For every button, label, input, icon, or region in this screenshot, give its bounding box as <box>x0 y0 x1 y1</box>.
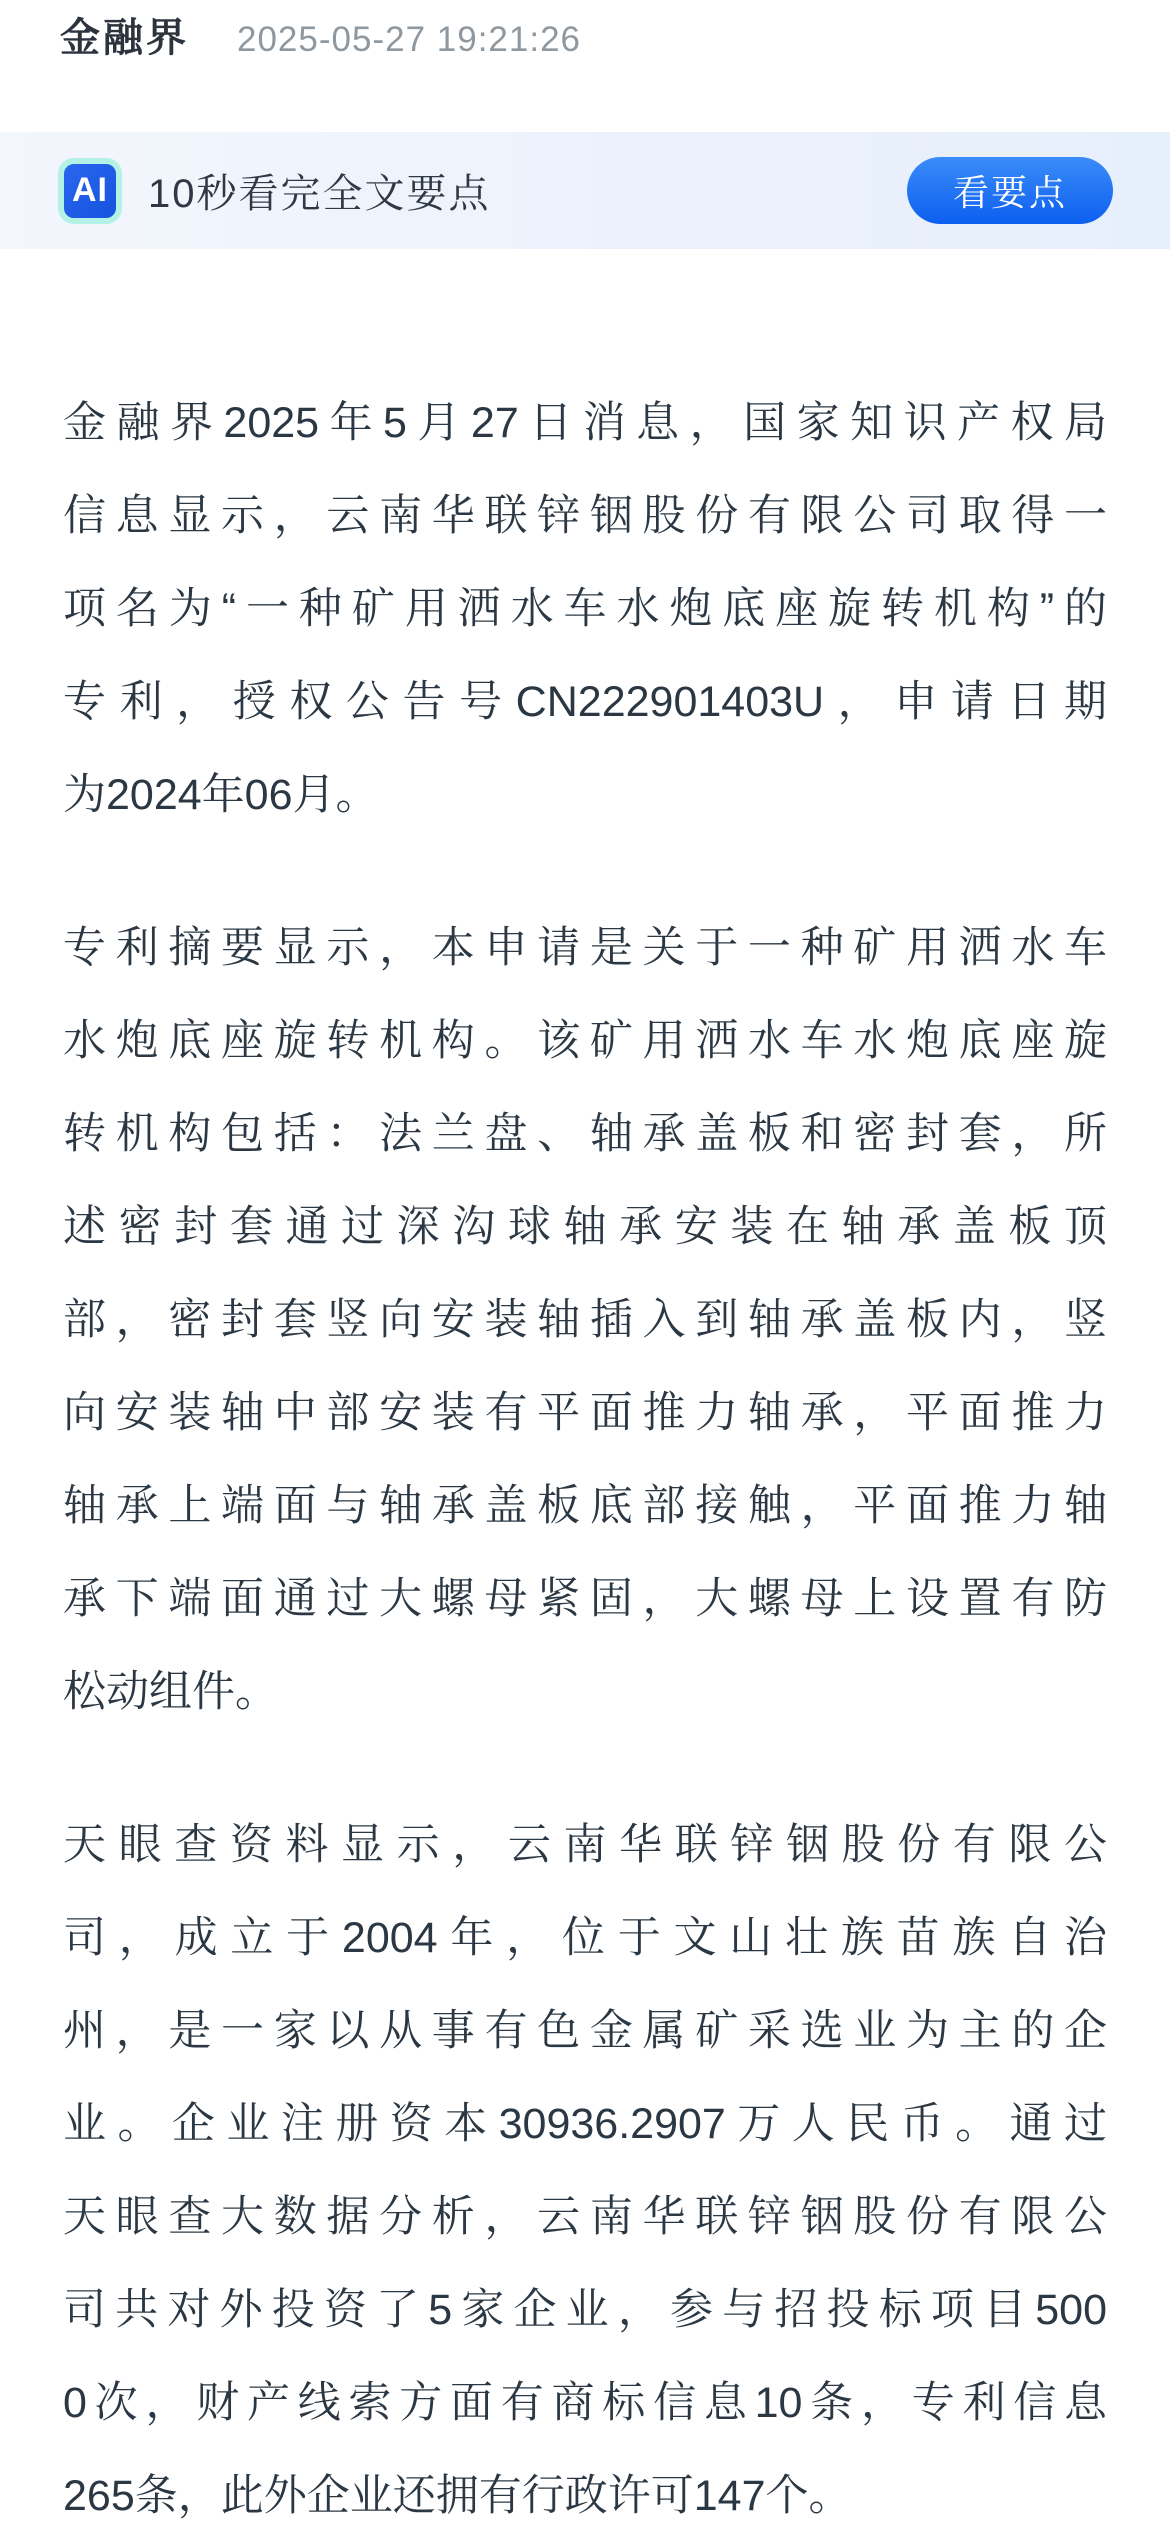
paragraph-line: 述密封套通过深沟球轴承安装在轴承盖板顶 <box>63 1203 1107 1251</box>
ai-summary-banner <box>0 132 1170 249</box>
view-key-points-button[interactable]: 看要点 <box>907 157 1113 224</box>
paragraph-line: 专利摘要显示，本申请是关于一种矿用洒水车 <box>63 924 1107 972</box>
paragraph-line: 司，成立于2004年，位于文山壮族苗族自治 <box>63 1914 1107 1962</box>
publisher-name[interactable]: 金融界 <box>60 16 189 60</box>
paragraph-line: 金融界2025年5月27日消息，国家知识产权局 <box>63 399 1107 447</box>
paragraph-line: 265条，此外企业还拥有行政许可147个。 <box>63 2472 852 2520</box>
article-body <box>63 377 1107 2543</box>
paragraph-line: 州，是一家以从事有色金属矿采选业为主的企 <box>63 2007 1107 2055</box>
paragraph-line: 水炮底座旋转机构。该矿用洒水车水炮底座旋 <box>63 1017 1107 1065</box>
ai-banner-label: 10秒看完全文要点 <box>148 172 491 216</box>
publish-timestamp: 2025-05-27 19:21:26 <box>237 20 581 59</box>
paragraph-line: 司共对外投资了5家企业，参与招投标项目500 <box>63 2286 1107 2334</box>
paragraph-line: 轴承上端面与轴承盖板底部接触，平面推力轴 <box>63 1482 1107 1530</box>
paragraph-line: 承下端面通过大螺母紧固，大螺母上设置有防 <box>63 1575 1107 1623</box>
ai-icon-label: AI <box>72 171 108 209</box>
paragraph-line: 为2024年06月。 <box>63 771 379 819</box>
paragraph-line: 业。企业注册资本30936.2907万人民币。通过 <box>63 2100 1107 2148</box>
header-row <box>60 12 1130 64</box>
ai-icon <box>58 158 122 224</box>
paragraph-line: 信息显示，云南华联锌铟股份有限公司取得一 <box>63 492 1107 540</box>
paragraph <box>63 377 1107 842</box>
paragraph <box>63 1799 1107 2543</box>
paragraph-line: 天眼查资料显示，云南华联锌铟股份有限公 <box>63 1821 1107 1869</box>
paragraph-line: 转机构包括：法兰盘、轴承盖板和密封套，所 <box>63 1110 1107 1158</box>
paragraph <box>63 902 1107 1739</box>
paragraph-line: 专利，授权公告号CN222901403U，申请日期 <box>63 678 1107 726</box>
header <box>0 0 1170 132</box>
paragraph-line: 天眼查大数据分析，云南华联锌铟股份有限公 <box>63 2193 1107 2241</box>
paragraph-line: 部，密封套竖向安装轴插入到轴承盖板内，竖 <box>63 1296 1107 1344</box>
paragraph-line: 松动组件。 <box>63 1668 278 1716</box>
paragraph-line: 0次，财产线索方面有商标信息10条，专利信息 <box>63 2379 1107 2427</box>
paragraph-line: 项名为“一种矿用洒水车水炮底座旋转机构”的 <box>63 585 1107 633</box>
paragraph-line: 向安装轴中部安装有平面推力轴承，平面推力 <box>63 1389 1107 1437</box>
